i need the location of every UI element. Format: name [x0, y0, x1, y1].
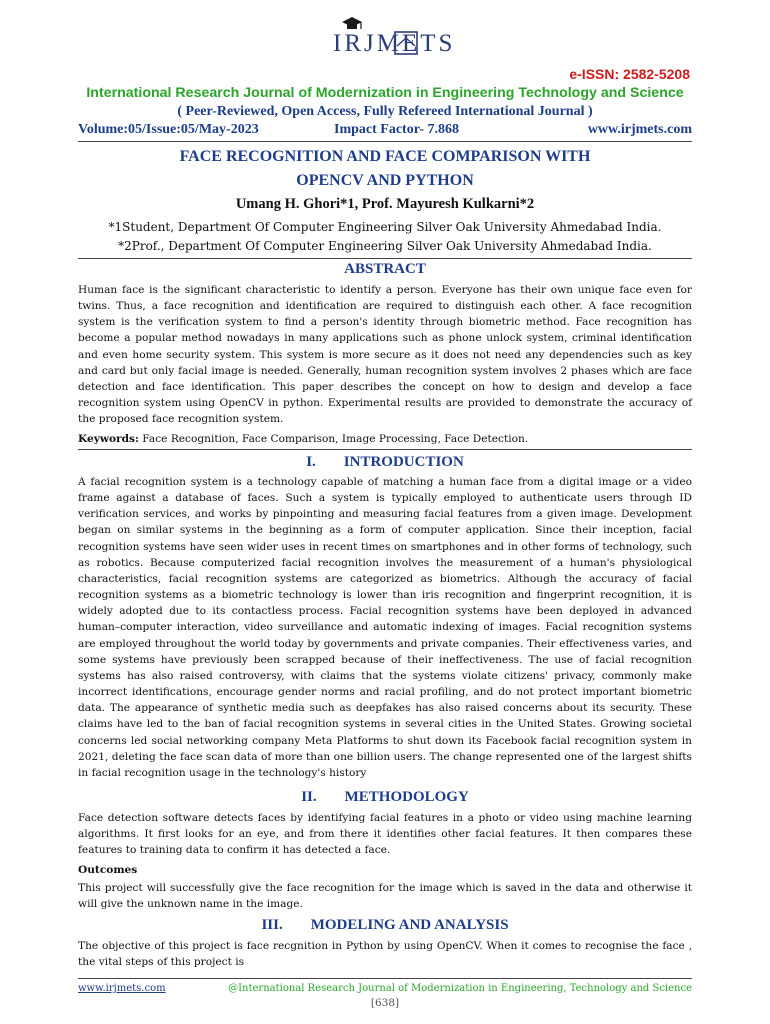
methodology-text: Face detection software detects faces by identifying facial features in a photo or video using machine learning algorithms. It first looks for an eye, and from there it identifies other facial features. It then compares these features to training data to confirm it has detected a face. — [78, 812, 692, 857]
section-title: MODELING AND ANALYSIS — [310, 917, 509, 933]
issn-label: e-ISSN: 2582-5208 — [569, 66, 690, 82]
section-heading-methodology — [78, 789, 692, 806]
keywords-label: Keywords: — [78, 433, 139, 445]
abstract-divider — [78, 449, 692, 450]
volume-row — [78, 122, 692, 140]
section-number: II. — [301, 789, 317, 805]
review-note: ( Peer-Reviewed, Open Access, Fully Refereed International Journal ) — [177, 104, 593, 119]
volume-issue: Volume:05/Issue:05/May-2023 — [78, 122, 259, 137]
paper-authors: Umang H. Ghori*1, Prof. Mayuresh Kulkarni*2 — [235, 196, 535, 212]
header-divider — [78, 141, 692, 142]
paper-title-line1: FACE RECOGNITION AND FACE COMPARISON WITH — [179, 148, 591, 165]
footer-divider — [78, 978, 692, 979]
section-heading-modeling — [78, 917, 692, 934]
modeling-text: The objective of this project is face recgnition in Python by using OpenCV. When it comes to recognise the face , the vital steps of this project is — [78, 940, 692, 969]
footer-copyright: @International Research Journal of Modernization in Engineering, Technology and Science — [228, 983, 692, 994]
section-number: I. — [306, 454, 316, 470]
footer-website-link[interactable]: www.irjmets.com — [78, 983, 166, 994]
page-number: [638] — [370, 997, 400, 1009]
section-number: III. — [261, 917, 283, 933]
section-title: INTRODUCTION — [343, 454, 464, 470]
title-divider — [78, 258, 692, 259]
introduction-text: A facial recognition system is a technology capable of matching a human face from a digital image or a video frame against a database of faces. Such a system is typically employed to authenticate users through ID verification services, and works by pinpointing and measuring facial features from a given image. Development began on similar systems in the beginning as a form of computer application. Since their inception, facial recognition systems have seen wider uses in recent times on smartphones and in other forms of technology, such as robotics. Because computerized facial recognition involves the measurement of a human's physiological characteristics, facial recognition systems are categorized as biometrics. Although the accuracy of facial recognition systems as a biometric technology is lower than iris recognition and fingerprint recognition, it is widely adopted due to its contactless process. Facial recognition systems have been deployed in advanced human–computer interaction, video surveillance and automatic indexing of images. Facial recognition systems are employed throughout the world today by governments and private companies. Their effectiveness varies, and some systems have previously been scrapped because of their ineffectiveness. The use of facial recognition systems has also raised controversy, with claims that the systems violate citizens' privacy, commonly make incorrect identifications, encourage gender norms and racial profiling, and do not protect important biometric data. The appearance of synthetic media such as deepfakes has also raised concerns about its security. These claims have led to the ban of facial recognition systems in several cities in the United States. Growing societal concerns led social networking company Meta Platforms to shut down its Facebook facial recognition system in 2021, deleting the face scan data of more than one billion users. The change represented one of the largest shifts in facial recognition usage in the technology's history — [78, 476, 692, 779]
abstract-text: Human face is the significant characteristic to identify a person. Everyone has their own unique face even for twins. Thus, a face recognition and identification are required to distinguish each other. A face recognition system is the verification system to find a person's identity through biometric method. Face recognition has become a popular method nowadays in many applications such as phone unlock system, criminal identification and even home security system. This system is more secure as it does not need any dependencies such as key and card but only facial image is needed. Generally, human recognition system involves 2 phases which are face detection and face identification. This paper describes the concept on how to design and develop a face recognition system using OpenCV in python. Experimental results are provided to demonstrate the accuracy of the proposed face recognition system. — [78, 284, 692, 426]
website-link[interactable]: www.irjmets.com — [587, 122, 692, 137]
keywords-text: Face Recognition, Face Comparison, Image Processing, Face Detection. — [142, 433, 529, 445]
keywords-line — [78, 431, 692, 447]
logo-text: IRJMETS — [333, 30, 456, 57]
affiliation-2: *2Prof., Department Of Computer Engineering Silver Oak University Ahmedabad India. — [118, 239, 652, 253]
impact-factor: Impact Factor- 7.868 — [334, 122, 460, 137]
section-title: METHODOLOGY — [344, 789, 469, 805]
paper-title-line2: OPENCV AND PYTHON — [296, 172, 474, 189]
section-heading-introduction — [78, 454, 692, 471]
abstract-heading: ABSTRACT — [344, 261, 426, 277]
outcomes-heading: Outcomes — [78, 864, 138, 876]
journal-logo — [333, 16, 463, 62]
outcomes-text: This project will successfully give the face recognition for the image which is saved in the data and otherwise it will give the unknown name in the image. — [78, 882, 692, 911]
journal-name: International Research Journal of Modernization in Engineering Technology and Science — [86, 85, 684, 101]
affiliation-1: *1Student, Department Of Computer Engineering Silver Oak University Ahmedabad India. — [108, 220, 662, 234]
